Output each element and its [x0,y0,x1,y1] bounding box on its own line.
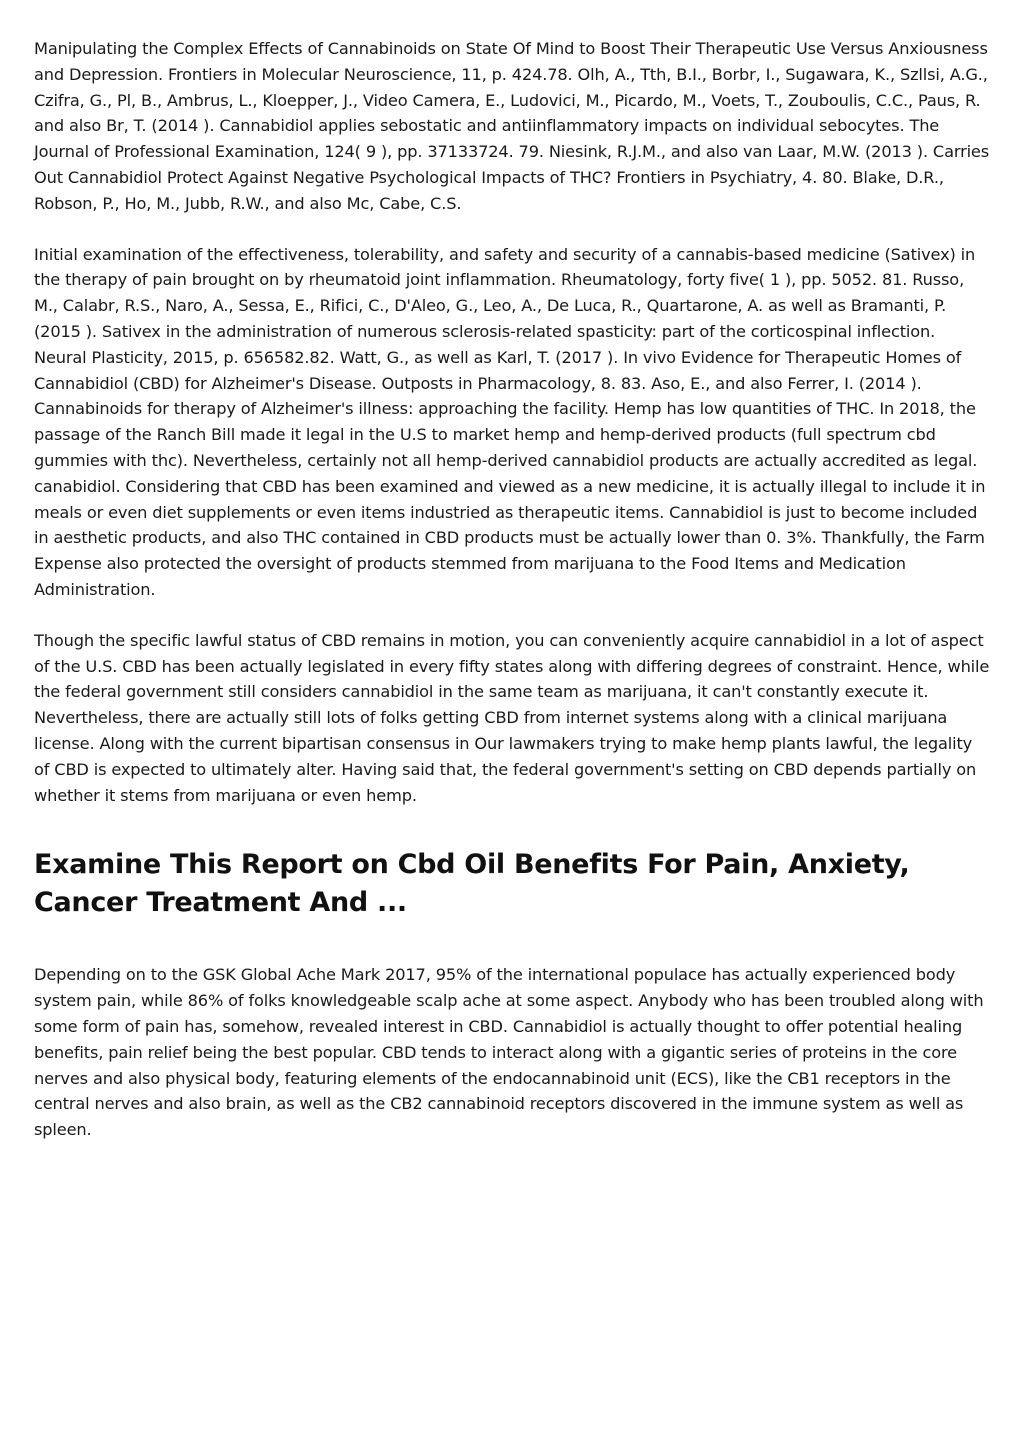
section-heading: Examine This Report on Cbd Oil Benefits For Pain, Anxiety, Cancer Treatment And ... [34,849,910,919]
document-body [34,36,990,1168]
paragraph-lawful-status: Though the specific lawful status of CBD remains in motion, you can conveniently acquire cannabidiol in a lot of aspect of the U.S. CBD has been actually legislated in every fifty states along with differing degrees of constraint. Hence, while the federal government still considers cannabidiol in the same team as marijuana, it can't constantly execute it. Nevertheless, there are actually still lots of folks getting CBD from internet systems along with a clinical marijuana license. Along with the current bipartisan consensus in Our lawmakers trying to make hemp plants lawful, the legality of CBD is expected to ultimately alter. Having said that, the federal government's setting on CBD depends partially on whether it stems from marijuana or even hemp. [34,630,990,805]
paragraph-sativex-legal-status: Initial examination of the effectiveness, tolerability, and safety and security of a cannabis-based medicine (Sativex) in the therapy of pain brought on by rheumatoid joint inflammation. Rheumatology, forty five( 1 ), pp. 5052. 81. Russo, M., Calabr, R.S., Naro, A., Sessa, E., Rifici, C., D'Aleo, G., Leo, A., De Luca, R., Quartarone, A. as well as Bramanti, P. (2015 ). Sativex in the administration of numerous sclerosis-related spasticity: part of the corticospinal inflection. Neural Plasticity, 2015, p. 656582.82. Watt, G., as well as Karl, T. (2017 ). In vivo Evidence for Therapeutic Homes of Cannabidiol (CBD) for Alzheimer's Disease. Outposts in Pharmacology, 8. 83. Aso, E., and also Ferrer, I. (2014 ). Cannabinoids for therapy of Alzheimer's illness: approaching the facility. Hemp has low quantities of THC. In 2018, the passage of the Ranch Bill made it legal in the U.S to market hemp and hemp-derived products (full spectrum cbd gummies with thc). Nevertheless, certainly not all hemp-derived cannabidiol products are actually accredited as legal. canabidiol. Considering that CBD has been examined and viewed as a new medicine, it is actually illegal to include it in meals or even diet supplements or even items industried as therapeutic items. Cannabidiol is just to become included in aesthetic products, and also THC contained in CBD products must be actually lower than 0. 3%. Thankfully, the Farm Expense also protected the oversight of products stemmed from marijuana to the Food Items and Medication Administration. [34,244,986,599]
paragraph-references: Manipulating the Complex Effects of Cannabinoids on State Of Mind to Boost Their Therapeutic Use Versus Anxiousness and Depression. Frontiers in Molecular Neuroscience, 11, p. 424.78. Olh, A., Tth, B.I., Borbr, I., Sugawara, K., Szllsi, A.G., Czifra, G., Pl, B., Ambrus, L., Kloepper, J., Video Camera, E., Ludovici, M., Picardo, M., Voets, T., Zouboulis, C.C., Paus, R. and also Br, T. (2014 ). Cannabidiol applies sebostatic and antiinflammatory impacts on individual sebocytes. The Journal of Professional Examination, 124( 9 ), pp. 37133724. 79. Niesink, R.J.M., and also van Laar, M.W. (2013 ). Carries Out Cannabidiol Protect Against Negative Psychological Impacts of THC? Frontiers in Psychiatry, 4. 80. Blake, D.R., Robson, P., Ho, M., Jubb, R.W., and also Mc, Cabe, C.S. [34,39,990,213]
paragraph-pain-benefits: Depending on to the GSK Global Ache Mark 2017, 95% of the international populace has actually experienced body system pain, while 86% of folks knowledgeable scalp ache at some aspect. Anybody who has been troubled along with some form of pain has, somehow, revealed interest in CBD. Cannabidiol is actually thought to offer potential healing benefits, pain relief being the best popular. CBD tends to interact along with a gigantic series of proteins in the core nerves and also physical body, featuring elements of the endocannabinoid unit (ECS), like the CB1 receptors in the central nerves and also brain, as well as the CB2 cannabinoid receptors discovered in the immune system as well as spleen. [34,965,984,1140]
